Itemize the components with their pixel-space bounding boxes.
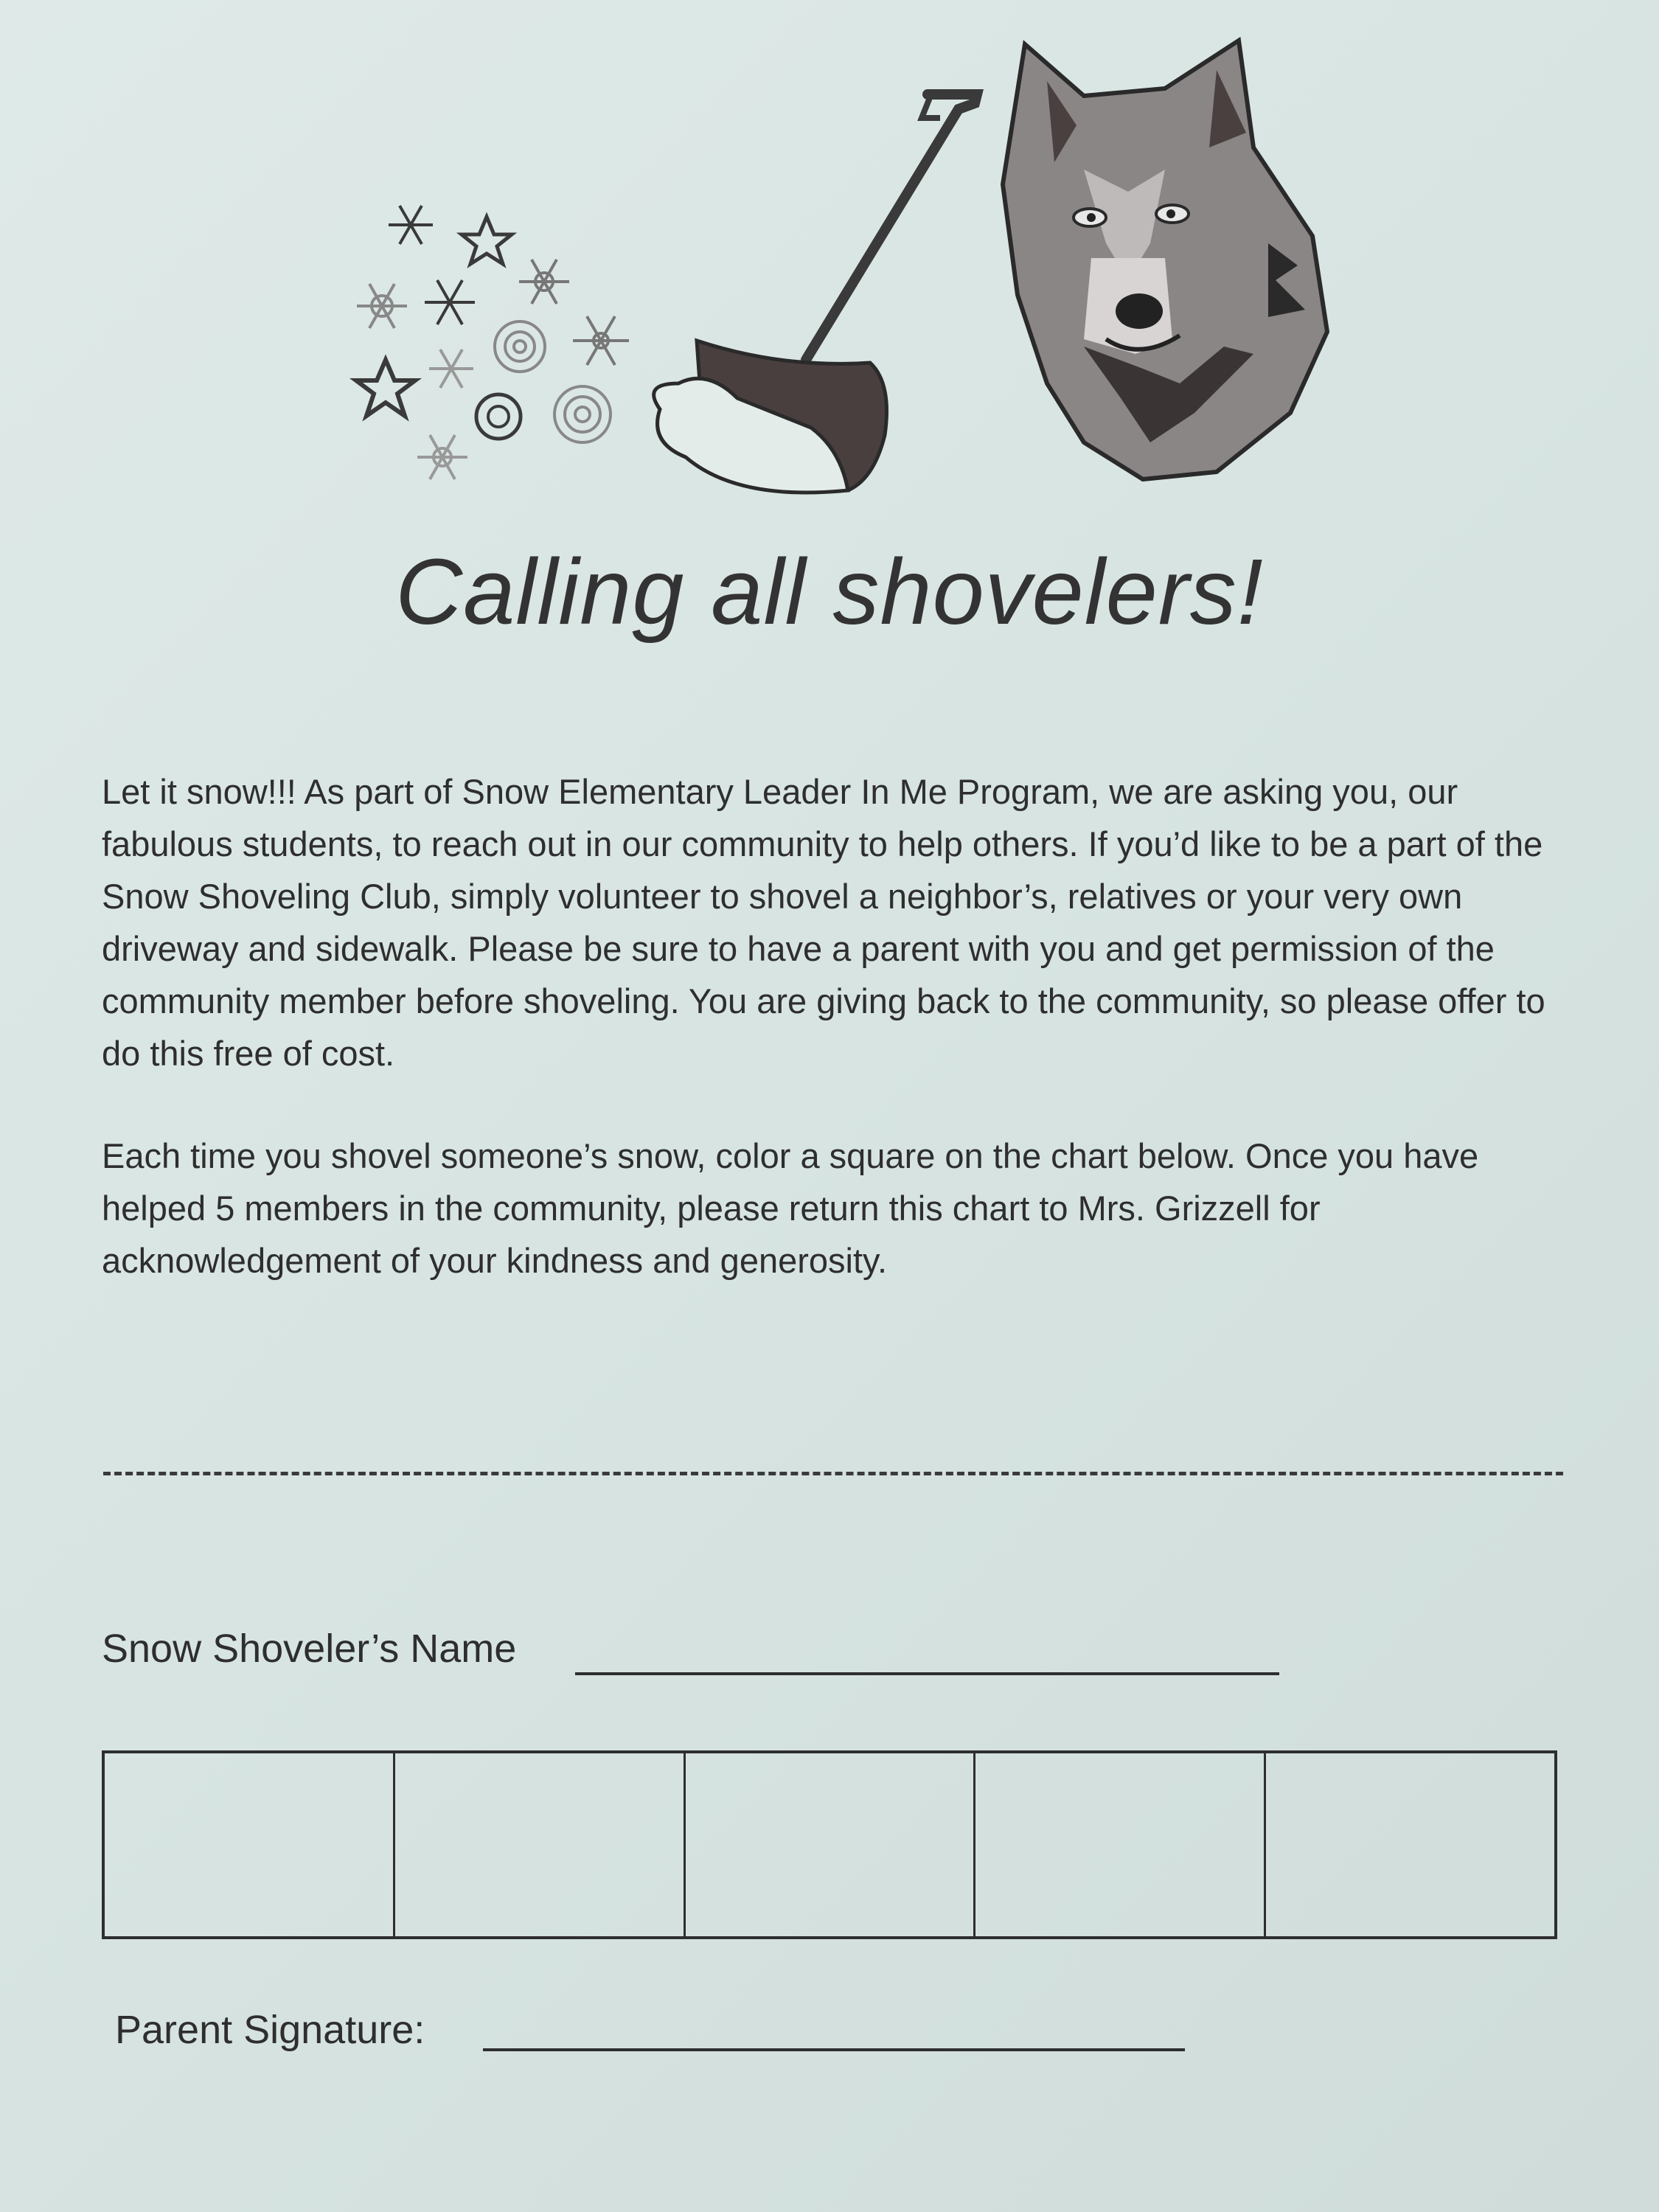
shoveling-tally-chart [102, 1750, 1557, 1939]
tally-square-2 [395, 1753, 686, 1936]
tally-square-4 [975, 1753, 1266, 1936]
snowflakes-icon [356, 206, 629, 479]
parent-signature-label: Parent Signature: [115, 2008, 425, 2052]
cut-line-divider [103, 1472, 1563, 1475]
intro-paragraph: Let it snow!!! As part of Snow Elementary Leader In Me Program, we are asking you, our fabulous students, to reach out in our community to help others. If you’d like to be a part of the Snow Shoveling Club, simply volunteer to shovel a neighbor’s, relatives or your very own driveway and sidewalk. Please be sure to have a parent with you and get permission of the community member before shoveling. You are giving back to the community, so please offer to do this free of cost. [102, 772, 1545, 1073]
wolf-icon [1003, 41, 1327, 479]
tally-square-3 [686, 1753, 976, 1936]
header-illustration [0, 0, 1659, 516]
tally-square-1 [105, 1753, 395, 1936]
parent-signature-line [483, 2048, 1185, 2051]
shoveler-name-label: Snow Shoveler’s Name [102, 1627, 517, 1671]
shoveler-name-line [575, 1672, 1279, 1675]
instructions-paragraph: Each time you shovel someone’s snow, color a square on the chart below. Once you have helped 5 members in the community, please return this chart to Mrs. Grizzell for acknowledgement of your kindness and generosity. [102, 1136, 1479, 1280]
flyer-title: Calling all shovelers! [395, 540, 1264, 644]
snow-shovel-icon [654, 94, 977, 493]
tally-square-5 [1266, 1753, 1554, 1936]
